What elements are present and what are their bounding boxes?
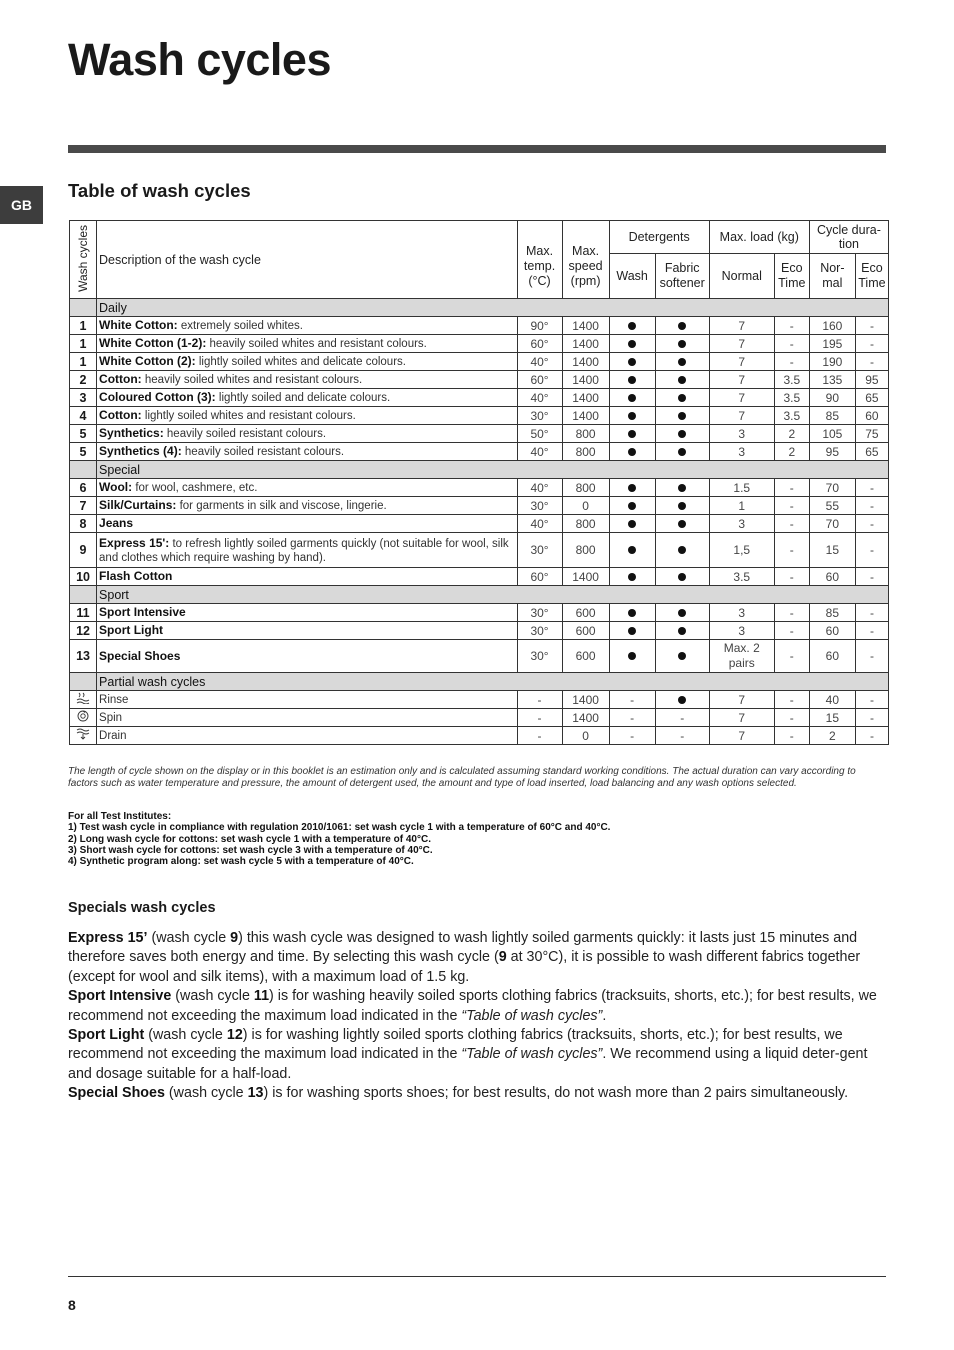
detergent-wash	[609, 335, 655, 353]
duration-eco: -	[855, 622, 888, 640]
max-load-eco: -	[774, 317, 809, 335]
detergent-wash	[609, 533, 655, 568]
max-speed: 600	[562, 622, 609, 640]
test-institutes-notes	[68, 811, 888, 867]
duration-normal: 40	[809, 691, 855, 709]
dot-icon	[678, 322, 686, 330]
sport-intensive-paragraph: Sport Intensive (wash cycle 11) is for washing heavily soiled sports clothing fabrics (tracksuits, shorts, etc.); for best results, we recommend not exceeding the maximum load indicated in the “Table of wash cycles”.	[68, 988, 877, 1024]
cycle-number: 13	[70, 640, 97, 673]
dot-icon	[628, 394, 636, 402]
dot-icon	[678, 609, 686, 617]
table-row	[70, 568, 889, 586]
detergent-wash	[609, 353, 655, 371]
cycle-number: 1	[70, 335, 97, 353]
max-speed: 600	[562, 640, 609, 673]
dot-icon	[678, 520, 686, 528]
header-eco-time-duration: Eco Time	[855, 254, 888, 299]
cycle-description: Sport Light	[97, 622, 517, 640]
max-load-normal: 3.5	[709, 568, 774, 586]
max-load-normal: 7	[709, 727, 774, 745]
table-row	[70, 515, 889, 533]
max-speed: 800	[562, 479, 609, 497]
detergent-softener	[655, 691, 709, 709]
cycle-number: 12	[70, 622, 97, 640]
duration-normal: 70	[809, 515, 855, 533]
table-row	[70, 709, 889, 727]
table-row	[70, 389, 889, 407]
duration-normal: 195	[809, 335, 855, 353]
max-speed: 1400	[562, 371, 609, 389]
max-temp: 30°	[517, 497, 562, 515]
header-detergents: Detergents	[609, 221, 709, 254]
max-load-normal: 7	[709, 335, 774, 353]
duration-eco: -	[855, 479, 888, 497]
max-speed: 1400	[562, 407, 609, 425]
cycle-description: White Cotton (1-2): heavily soiled whites and resistant colours.	[97, 335, 517, 353]
table-row	[70, 353, 889, 371]
group-header-row	[70, 461, 889, 479]
detergent-softener	[655, 479, 709, 497]
specials-title: Specials wash cycles	[68, 900, 216, 916]
title-divider	[68, 145, 886, 153]
cycle-number: 11	[70, 604, 97, 622]
detergent-softener	[655, 317, 709, 335]
dot-icon	[678, 573, 686, 581]
cycle-number: 4	[70, 407, 97, 425]
dot-icon	[628, 652, 636, 660]
table-row	[70, 727, 889, 745]
max-temp: 30°	[517, 622, 562, 640]
cycle-description: Jeans	[97, 515, 517, 533]
detergent-wash: -	[609, 691, 655, 709]
header-description: Description of the wash cycle	[97, 221, 517, 299]
dot-icon	[628, 430, 636, 438]
group-header-row	[70, 586, 889, 604]
group-header-row	[70, 673, 889, 691]
duration-normal: 190	[809, 353, 855, 371]
cycle-description: Synthetics: heavily soiled resistant colours.	[97, 425, 517, 443]
max-temp: 60°	[517, 371, 562, 389]
duration-normal: 95	[809, 443, 855, 461]
detergent-wash	[609, 568, 655, 586]
duration-eco: -	[855, 691, 888, 709]
detergent-softener	[655, 389, 709, 407]
max-load-eco: -	[774, 622, 809, 640]
detergent-wash	[609, 640, 655, 673]
duration-normal: 15	[809, 709, 855, 727]
duration-note: The length of cycle shown on the display or in this booklet is an estimation only and is calculated assuming standard working conditions. The actual duration can vary according to factors such as water temperature and pressure, the amount of detergent used, the amount and type of load inserted, load balancing and any wash options selected.	[68, 766, 856, 789]
max-load-eco: -	[774, 497, 809, 515]
detergent-softener	[655, 533, 709, 568]
detergent-softener	[655, 640, 709, 673]
group-spacer	[70, 586, 97, 604]
cycle-number: 8	[70, 515, 97, 533]
dot-icon	[628, 340, 636, 348]
max-load-eco: -	[774, 533, 809, 568]
cycle-number: 1	[70, 353, 97, 371]
detergent-wash	[609, 622, 655, 640]
detergent-wash	[609, 317, 655, 335]
cycle-number: 7	[70, 497, 97, 515]
wash-cycles-table	[69, 220, 889, 745]
detergent-wash	[609, 497, 655, 515]
cycle-description: Coloured Cotton (3): lightly soiled and delicate colours.	[97, 389, 517, 407]
cycle-description: White Cotton: extremely soiled whites.	[97, 317, 517, 335]
max-speed: 1400	[562, 568, 609, 586]
rinse-icon	[70, 691, 97, 709]
max-load-eco: -	[774, 709, 809, 727]
group-spacer	[70, 299, 97, 317]
max-speed: 600	[562, 604, 609, 622]
page-number: 8	[68, 1297, 76, 1313]
table-row	[70, 443, 889, 461]
cycle-number: 2	[70, 371, 97, 389]
max-speed: 0	[562, 497, 609, 515]
table-row	[70, 604, 889, 622]
header-eco-time-load: Eco Time	[774, 254, 809, 299]
duration-eco: -	[855, 515, 888, 533]
group-label: Special	[97, 461, 889, 479]
duration-eco: 95	[855, 371, 888, 389]
header-max-temp: Max. temp. (°C)	[517, 221, 562, 299]
dot-icon	[628, 448, 636, 456]
detergent-softener	[655, 622, 709, 640]
dot-icon	[628, 520, 636, 528]
duration-eco: 65	[855, 443, 888, 461]
detergent-wash	[609, 443, 655, 461]
max-temp: 40°	[517, 353, 562, 371]
max-temp: -	[517, 727, 562, 745]
max-load-normal: 1,5	[709, 533, 774, 568]
group-header-row	[70, 299, 889, 317]
detergent-softener	[655, 407, 709, 425]
header-fabric-softener: Fabric softener	[655, 254, 709, 299]
max-load-normal: 1.5	[709, 479, 774, 497]
table-row	[70, 497, 889, 515]
detergent-softener	[655, 335, 709, 353]
max-temp: 40°	[517, 443, 562, 461]
cycle-description: Rinse	[97, 691, 517, 709]
header-wash-cycles: Wash cycles	[70, 221, 97, 299]
max-temp: 30°	[517, 640, 562, 673]
table-row	[70, 479, 889, 497]
special-shoes-paragraph: Special Shoes (wash cycle 13) is for washing sports shoes; for best results, do not wash more than 2 pairs simultaneously.	[68, 1085, 849, 1102]
cycle-description: Flash Cotton	[97, 568, 517, 586]
header-normal-duration: Nor- mal	[809, 254, 855, 299]
table-row	[70, 533, 889, 568]
max-load-normal: 7	[709, 407, 774, 425]
dot-icon	[678, 448, 686, 456]
max-speed: 1400	[562, 353, 609, 371]
header-cycle-duration: Cycle dura- tion	[809, 221, 888, 254]
max-load-normal: 3	[709, 515, 774, 533]
duration-normal: 90	[809, 389, 855, 407]
max-load-normal: 7	[709, 371, 774, 389]
max-load-normal: 7	[709, 389, 774, 407]
max-load-eco: -	[774, 691, 809, 709]
max-speed: 1400	[562, 389, 609, 407]
cycle-number: 1	[70, 317, 97, 335]
max-speed: 1400	[562, 691, 609, 709]
duration-normal: 60	[809, 640, 855, 673]
cycle-description: Cotton: heavily soiled whites and resistant colours.	[97, 371, 517, 389]
max-load-eco: 2	[774, 425, 809, 443]
duration-eco: 60	[855, 407, 888, 425]
max-load-normal: 3	[709, 425, 774, 443]
detergent-softener	[655, 497, 709, 515]
duration-normal: 15	[809, 533, 855, 568]
max-temp: -	[517, 691, 562, 709]
cycle-number: 3	[70, 389, 97, 407]
cycle-description: Wool: for wool, cashmere, etc.	[97, 479, 517, 497]
dot-icon	[628, 609, 636, 617]
institutes-item: 3) Short wash cycle for cottons: set wash cycle 3 with a temperature of 40°C.	[68, 844, 433, 856]
max-temp: 30°	[517, 407, 562, 425]
max-load-normal: 3	[709, 443, 774, 461]
dot-icon	[678, 502, 686, 510]
duration-eco: -	[855, 640, 888, 673]
dot-icon	[628, 546, 636, 554]
header-wash: Wash	[609, 254, 655, 299]
cycle-number: 10	[70, 568, 97, 586]
page-title: Wash cycles	[68, 34, 331, 85]
max-load-eco: -	[774, 515, 809, 533]
section-title: Table of wash cycles	[68, 180, 251, 201]
sport-light-paragraph: Sport Light (wash cycle 12) is for washing lightly soiled sports clothing fabrics (tracksuits, shorts, etc.); for best results, we recommend not exceeding the maximum load indicated in the “Table of wash cycles”. We recommend using a liquid deter-gent and dosage suitable for a half-load.	[68, 1027, 868, 1082]
dot-icon	[678, 340, 686, 348]
table-row	[70, 425, 889, 443]
dot-icon	[628, 502, 636, 510]
max-temp: 40°	[517, 479, 562, 497]
duration-normal: 60	[809, 568, 855, 586]
table-row	[70, 640, 889, 673]
duration-eco: -	[855, 353, 888, 371]
specials-body	[68, 929, 888, 1104]
table-row	[70, 407, 889, 425]
max-load-eco: 3.5	[774, 407, 809, 425]
max-temp: 30°	[517, 604, 562, 622]
group-spacer	[70, 461, 97, 479]
table-row	[70, 335, 889, 353]
duration-eco: -	[855, 335, 888, 353]
institutes-heading: For all Test Institutes:	[68, 811, 172, 822]
max-load-normal: 3	[709, 604, 774, 622]
express-paragraph: Express 15’ (wash cycle 9) this wash cycle was designed to wash lightly soiled garments quickly: it lasts just 15 minutes and therefore saves both energy and time. By selecting this wash cycle (9 at 30°C), it is possible to wash different fabrics together (except for wool and silk items), with a maximum load of 1.5 kg.	[68, 930, 861, 985]
max-load-normal: 7	[709, 317, 774, 335]
max-load-eco: -	[774, 727, 809, 745]
max-load-normal: 7	[709, 709, 774, 727]
detergent-wash	[609, 407, 655, 425]
max-load-eco: 2	[774, 443, 809, 461]
group-label: Partial wash cycles	[97, 673, 889, 691]
duration-eco: -	[855, 709, 888, 727]
cycle-description: White Cotton (2): lightly soiled whites and delicate colours.	[97, 353, 517, 371]
detergent-wash	[609, 425, 655, 443]
max-temp: 60°	[517, 568, 562, 586]
cycle-number: 5	[70, 425, 97, 443]
detergent-wash: -	[609, 709, 655, 727]
duration-eco: -	[855, 317, 888, 335]
max-speed: 800	[562, 533, 609, 568]
max-load-normal: Max. 2 pairs	[709, 640, 774, 673]
dot-icon	[628, 484, 636, 492]
duration-normal: 70	[809, 479, 855, 497]
duration-eco: 75	[855, 425, 888, 443]
dot-icon	[628, 412, 636, 420]
max-temp: -	[517, 709, 562, 727]
detergent-softener	[655, 515, 709, 533]
language-tab: GB	[0, 186, 43, 224]
duration-eco: -	[855, 533, 888, 568]
detergent-wash	[609, 389, 655, 407]
max-speed: 1400	[562, 317, 609, 335]
cycle-number: 5	[70, 443, 97, 461]
max-load-normal: 1	[709, 497, 774, 515]
max-load-normal: 7	[709, 353, 774, 371]
header-max-load: Max. load (kg)	[709, 221, 809, 254]
cycle-description: Cotton: lightly soiled whites and resistant colours.	[97, 407, 517, 425]
dot-icon	[678, 358, 686, 366]
max-temp: 50°	[517, 425, 562, 443]
cycle-description: Drain	[97, 727, 517, 745]
max-temp: 40°	[517, 389, 562, 407]
cycle-description: Express 15': to refresh lightly soiled garments quickly (not suitable for wool, silk and clothes which require washing by hand).	[97, 533, 517, 568]
max-load-normal: 7	[709, 691, 774, 709]
cycle-description: Sport Intensive	[97, 604, 517, 622]
detergent-softener	[655, 371, 709, 389]
max-temp: 40°	[517, 515, 562, 533]
dot-icon	[678, 546, 686, 554]
drain-icon	[70, 727, 97, 745]
institutes-item: 4) Synthetic program along: set wash cycle 5 with a temperature of 40°C.	[68, 856, 414, 868]
detergent-wash	[609, 479, 655, 497]
duration-normal: 60	[809, 622, 855, 640]
max-speed: 1400	[562, 709, 609, 727]
dot-icon	[678, 412, 686, 420]
cycle-description: Synthetics (4): heavily soiled resistant colours.	[97, 443, 517, 461]
dot-icon	[628, 573, 636, 581]
dot-icon	[628, 627, 636, 635]
detergent-softener	[655, 604, 709, 622]
detergent-softener	[655, 353, 709, 371]
dot-icon	[628, 358, 636, 366]
cycle-description: Spin	[97, 709, 517, 727]
max-load-eco: -	[774, 604, 809, 622]
max-speed: 800	[562, 425, 609, 443]
dot-icon	[678, 394, 686, 402]
max-load-eco: -	[774, 335, 809, 353]
max-load-eco: 3.5	[774, 371, 809, 389]
dot-icon	[678, 376, 686, 384]
institutes-item: 1) Test wash cycle in compliance with regulation 2010/1061: set wash cycle 1 with a temperature of 60°C and 40°C.	[68, 822, 611, 834]
detergent-wash	[609, 371, 655, 389]
detergent-softener: -	[655, 709, 709, 727]
max-load-eco: -	[774, 568, 809, 586]
dot-icon	[628, 322, 636, 330]
cycle-number: 9	[70, 533, 97, 568]
duration-normal: 105	[809, 425, 855, 443]
duration-normal: 160	[809, 317, 855, 335]
header-normal-load: Normal	[709, 254, 774, 299]
dot-icon	[678, 652, 686, 660]
group-spacer	[70, 673, 97, 691]
duration-normal: 2	[809, 727, 855, 745]
dot-icon	[628, 376, 636, 384]
max-load-eco: -	[774, 479, 809, 497]
duration-normal: 135	[809, 371, 855, 389]
duration-eco: -	[855, 497, 888, 515]
duration-eco: -	[855, 568, 888, 586]
detergent-softener	[655, 568, 709, 586]
table-row	[70, 691, 889, 709]
max-speed: 800	[562, 443, 609, 461]
max-load-eco: -	[774, 640, 809, 673]
duration-eco: -	[855, 727, 888, 745]
detergent-wash	[609, 604, 655, 622]
duration-normal: 85	[809, 407, 855, 425]
max-speed: 800	[562, 515, 609, 533]
cycle-number: 6	[70, 479, 97, 497]
dot-icon	[678, 430, 686, 438]
group-label: Daily	[97, 299, 889, 317]
table-row	[70, 371, 889, 389]
dot-icon	[678, 627, 686, 635]
detergent-wash	[609, 515, 655, 533]
institutes-item: 2) Long wash cycle for cottons: set wash cycle 1 with a temperature of 40°C.	[68, 833, 431, 845]
dot-icon	[678, 484, 686, 492]
duration-normal: 85	[809, 604, 855, 622]
max-load-eco: -	[774, 353, 809, 371]
spin-icon	[70, 709, 97, 727]
header-max-speed: Max. speed (rpm)	[562, 221, 609, 299]
table-row	[70, 622, 889, 640]
max-load-eco: 3.5	[774, 389, 809, 407]
max-load-normal: 3	[709, 622, 774, 640]
duration-eco: 65	[855, 389, 888, 407]
duration-eco: -	[855, 604, 888, 622]
max-temp: 90°	[517, 317, 562, 335]
detergent-softener	[655, 425, 709, 443]
detergent-softener: -	[655, 727, 709, 745]
group-label: Sport	[97, 586, 889, 604]
max-speed: 1400	[562, 335, 609, 353]
detergent-softener	[655, 443, 709, 461]
cycle-description: Special Shoes	[97, 640, 517, 673]
max-temp: 60°	[517, 335, 562, 353]
detergent-wash: -	[609, 727, 655, 745]
table-row	[70, 317, 889, 335]
cycle-description: Silk/Curtains: for garments in silk and viscose, lingerie.	[97, 497, 517, 515]
max-temp: 30°	[517, 533, 562, 568]
max-speed: 0	[562, 727, 609, 745]
dot-icon	[678, 696, 686, 704]
footer-divider	[68, 1276, 886, 1277]
duration-normal: 55	[809, 497, 855, 515]
